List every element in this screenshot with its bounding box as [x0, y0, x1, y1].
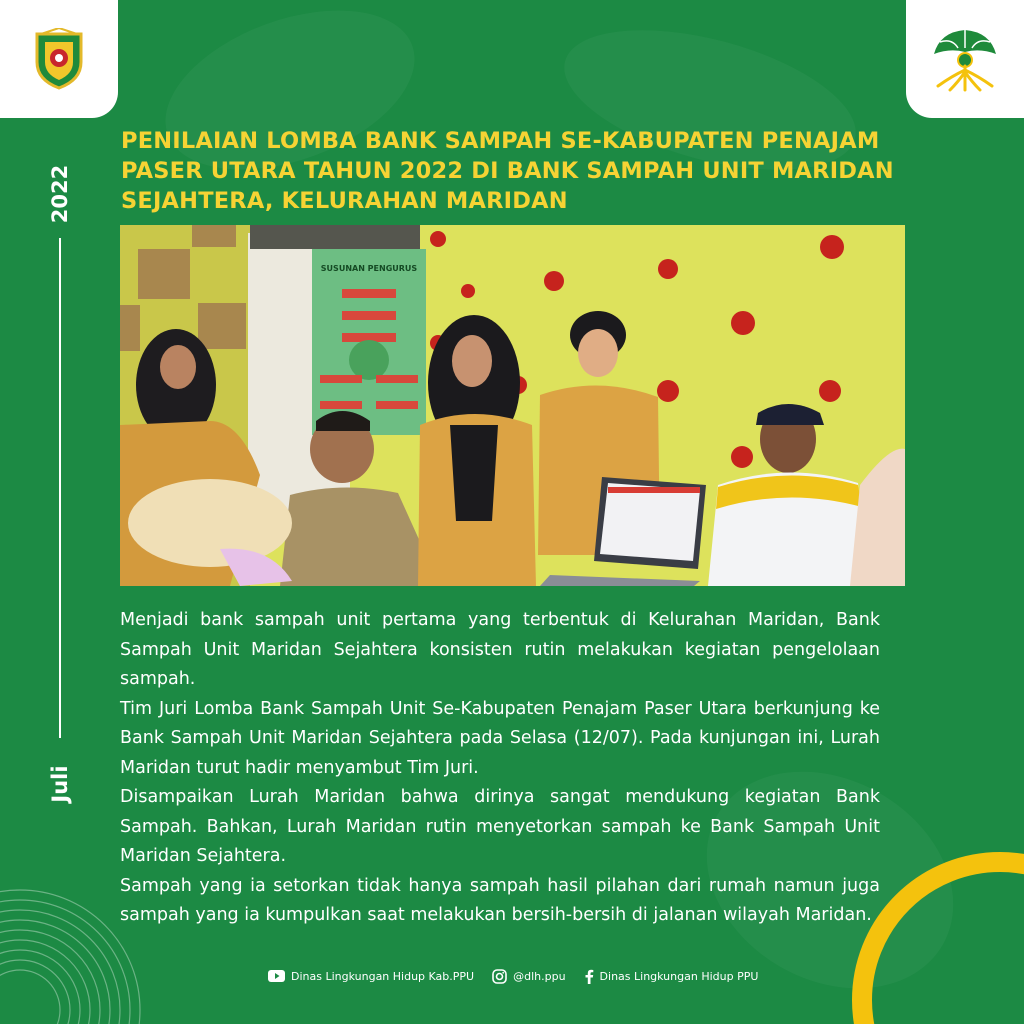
right-logo-box — [906, 0, 1024, 118]
social-footer — [268, 966, 776, 986]
youtube-icon — [268, 970, 285, 982]
side-month: Juli — [48, 765, 72, 803]
instagram-link[interactable] — [492, 969, 565, 984]
article-paragraph: Sampah yang ia setorkan tidak hanya sampah hasil pilahan dari rumah namun juga sampah yang ia kumpulkan saat melakukan bersih-bersih di jalanan wilayah Maridan. — [120, 875, 880, 925]
side-year: 2022 — [48, 164, 72, 224]
youtube-handle: Dinas Lingkungan Hidup Kab.PPU — [291, 969, 475, 983]
article-paragraph: Disampaikan Lurah Maridan bahwa dirinya sangat mendukung kegiatan Bank Sampah. Bahkan, Lurah Maridan rutin menyetorkan sampah ke Bank Sampah Unit Maridan Sejahtera. — [120, 787, 880, 866]
concentric-rings-decoration — [0, 880, 150, 1024]
board-heading: SUSUNAN PENGURUS — [320, 264, 418, 273]
article-paragraph: Menjadi bank sampah unit pertama yang terbentuk di Kelurahan Maridan, Bank Sampah Unit Maridan Sejahtera konsisten rutin melakukan kegiatan pengelolaan sampah. — [120, 610, 880, 689]
instagram-handle: @dlh.ppu — [513, 969, 566, 983]
facebook-handle: Dinas Lingkungan Hidup PPU — [599, 969, 759, 983]
tree-logo-icon — [930, 26, 1000, 92]
page-title: PENILAIAN LOMBA BANK SAMPAH SE-KABUPATEN PENAJAM PASER UTARA TAHUN 2022 DI BANK SAMPAH UNIT MARIDAN SEJAHTERA, KELURAHAN MARIDAN — [121, 128, 894, 214]
instagram-icon — [492, 969, 507, 984]
article-paragraph: Tim Juri Lomba Bank Sampah Unit Se-Kabupaten Penajam Paser Utara berkunjung ke Bank Sampah Unit Maridan Sejahtera pada Selasa (12/07). Pada kunjungan ini, Lurah Maridan turut hadir menyambut Tim Juri. — [120, 698, 880, 778]
side-divider-line — [59, 238, 61, 738]
regency-emblem-icon — [31, 28, 87, 90]
youtube-link[interactable] — [268, 970, 474, 983]
event-photo-illustration — [120, 225, 905, 586]
event-photo — [120, 225, 905, 586]
facebook-icon — [584, 969, 594, 984]
left-logo-box — [0, 0, 118, 118]
facebook-link[interactable] — [584, 969, 759, 984]
article-body — [120, 606, 880, 931]
